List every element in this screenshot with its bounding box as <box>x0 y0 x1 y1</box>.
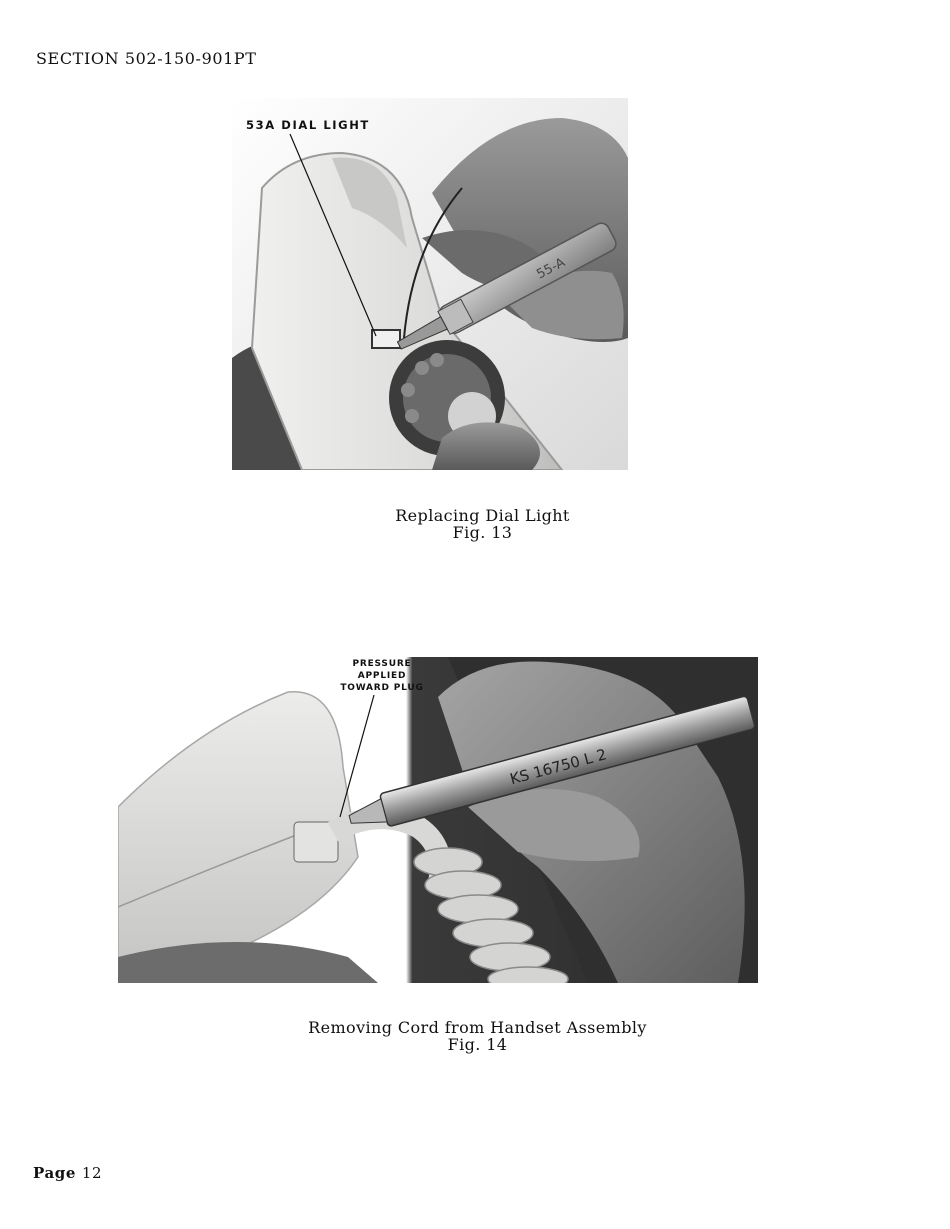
figure-13-caption-number: Fig. 13 <box>452 523 513 542</box>
figure-14-caption <box>0 1019 950 1053</box>
page-label: Page <box>33 1164 77 1182</box>
figure-14-callout-line-1: PRESSURE <box>352 659 412 669</box>
figure-13-caption <box>0 507 950 541</box>
figure-14-photo <box>118 657 758 983</box>
page-number: 12 <box>81 1164 103 1182</box>
tool-marking-13: 55-A <box>534 255 568 283</box>
figure-14-caption-title: Removing Cord from Handset Assembly <box>308 1018 647 1037</box>
section-header: SECTION 502-150-901PT <box>36 49 257 68</box>
figure-14-callout-line-3: TOWARD PLUG <box>340 683 424 693</box>
tool-marking-14: KS 16750 L 2 <box>507 745 609 789</box>
figure-13-photo <box>232 98 628 470</box>
figure-14-callout-line-2: APPLIED <box>357 671 407 681</box>
figure-14-caption-number: Fig. 14 <box>447 1035 508 1054</box>
figure-13-callout: 53A DIAL LIGHT <box>246 118 370 132</box>
page-footer <box>33 1164 102 1182</box>
figure-14-callout <box>322 658 442 694</box>
figure-13-caption-title: Replacing Dial Light <box>395 506 570 525</box>
